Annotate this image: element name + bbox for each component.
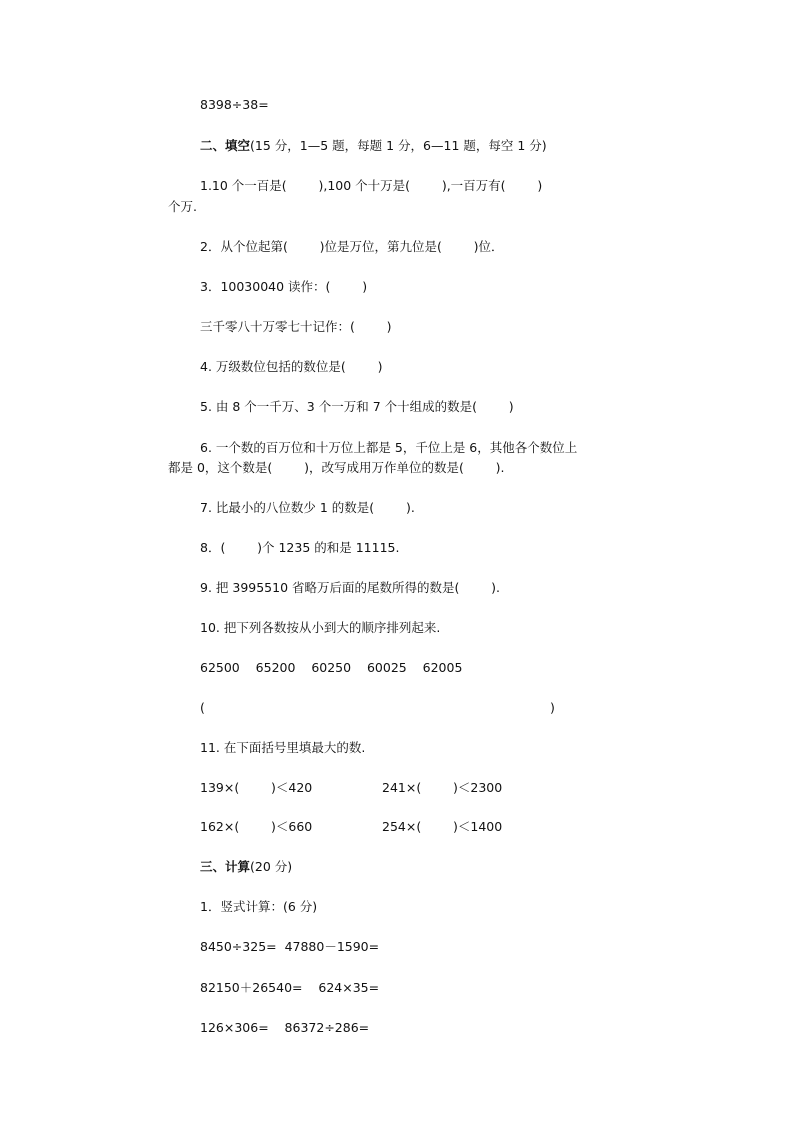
question-3-write: 三千零八十万零七十记作：( ) (200, 319, 392, 334)
question-2: 2．从个位起第( )位是万位，第九位是( )位． (200, 239, 504, 254)
question-9: 9. 把 3995510 省略万后面的尾数所得的数是( ). (200, 580, 501, 595)
question-6-line-1: 6. 一个数的百万位和十万位上都是 5，千位上是 6，其他各个数位上 (200, 440, 578, 455)
question-11-row-2-left: 162×( )＜660 (200, 819, 313, 834)
question-11-row-1-right: 241×( )＜2300 (382, 780, 503, 795)
question-1-line-1: 1.10 个一百是( ),100 个十万是( ),一百万有( ) (200, 178, 543, 193)
question-10-answer-open: ( (200, 700, 205, 715)
question-11-row-1-left: 139×( )＜420 (200, 780, 313, 795)
question-10: 10. 把下列各数按从小到大的顺序排列起来. (200, 620, 441, 635)
question-11-row-2-right: 254×( )＜1400 (382, 819, 503, 834)
question-11: 11. 在下面括号里填最大的数. (200, 740, 366, 755)
question-7: 7. 比最小的八位数少 1 的数是( ). (200, 500, 415, 515)
question-3-read: 3．10030040 读作：( ) (200, 279, 368, 294)
question-5: 5. 由 8 个一千万、3 个一万和 7 个十组成的数是( ) (200, 399, 514, 414)
section-3-note: (20 分) (250, 859, 293, 874)
question-10-numbers: 62500 65200 60250 60025 62005 (200, 660, 463, 675)
calc-row-3: 126×306= 86372÷286= (200, 1020, 370, 1035)
section-3-heading (200, 858, 292, 876)
problem-8398-div-38: 8398÷38= (200, 97, 269, 112)
section-2-title: 二、填空 (200, 138, 251, 153)
section-2-note: (15 分，1—5 题，每题 1 分，6—11 题，每空 1 分) (250, 138, 547, 153)
calc-row-1: 8450÷325= 47880－1590= (200, 939, 380, 954)
question-4: 4. 万级数位包括的数位是( ) (200, 359, 383, 374)
calc-1-title: 1．竖式计算：(6 分) (200, 899, 318, 914)
calc-row-2: 82150＋26540= 624×35= (200, 980, 380, 995)
section-2-heading (200, 137, 547, 155)
section-3-title: 三、计算 (200, 859, 251, 874)
question-1-line-2: 个万. (168, 199, 197, 214)
question-6-line-2: 都是 0，这个数是( )，改写成用万作单位的数是( ). (168, 460, 505, 475)
question-8: 8．( )个 1235 的和是 11115. (200, 540, 400, 555)
question-10-answer-close: ) (550, 700, 555, 715)
